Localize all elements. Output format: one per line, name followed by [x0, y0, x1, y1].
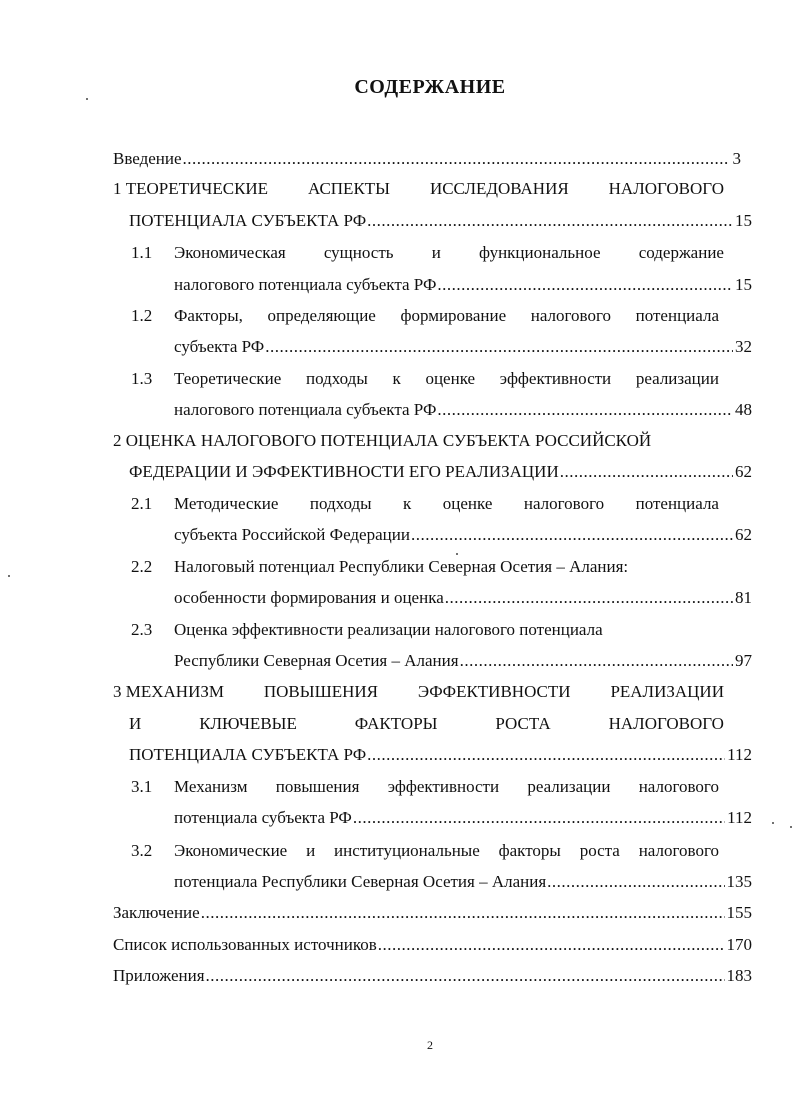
toc-entry-title: Приложения	[113, 966, 205, 985]
toc-section-2-1-line2	[174, 522, 752, 548]
toc-page-number: 81	[735, 588, 752, 607]
toc-word: налогового	[638, 841, 719, 860]
toc-section-1-1-line1	[174, 240, 724, 266]
toc-section-number: 1.1	[131, 243, 153, 262]
toc-word: Факторы,	[174, 306, 243, 325]
scan-speck	[86, 98, 88, 100]
toc-entry-title: Введение	[113, 149, 182, 168]
toc-word: Теоретические	[174, 369, 282, 388]
page-title: СОДЕРЖАНИЕ	[354, 76, 506, 98]
toc-entry-sources	[113, 932, 752, 958]
toc-word: повышения	[275, 777, 360, 796]
toc-word: подходы	[306, 369, 368, 388]
toc-page-number: 48	[735, 400, 752, 419]
toc-section-2-1-line1	[174, 491, 719, 517]
toc-section-number: 1.2	[131, 306, 153, 325]
toc-word: к	[403, 494, 412, 513]
toc-section-1-3-line1	[174, 366, 719, 392]
toc-word: сущность	[323, 243, 394, 262]
toc-entry-title: субъекта Российской Федерации	[174, 525, 410, 544]
toc-entry-title: налогового потенциала субъекта РФ	[174, 275, 437, 294]
dot-leader	[378, 932, 725, 958]
toc-chapter-2-line1: 2 ОЦЕНКА НАЛОГОВОГО ПОТЕНЦИАЛА СУБЪЕКТА РОССИЙСКОЙ	[113, 431, 652, 450]
toc-word: оценке	[442, 494, 493, 513]
toc-entry-title: потенциала субъекта РФ	[174, 808, 352, 827]
toc-word: потенциала	[635, 494, 719, 513]
toc-page-number: 62	[735, 462, 752, 481]
toc-section-number: 2.2	[131, 557, 153, 576]
toc-page-number: 155	[726, 903, 752, 922]
toc-section-3-2-line1	[174, 838, 719, 864]
page-number: 2	[427, 1038, 433, 1052]
toc-page-number: 15	[735, 211, 752, 230]
toc-page-number: 3	[732, 149, 741, 168]
toc-section-2-3-line1: Оценка эффективности реализации налогового потенциала	[174, 620, 603, 639]
toc-word: ПОВЫШЕНИЯ	[263, 682, 379, 701]
dot-leader	[445, 585, 733, 611]
toc-page-number: 62	[735, 525, 752, 544]
toc-word: РЕАЛИЗАЦИИ	[610, 682, 724, 701]
toc-word: АСПЕКТЫ	[308, 179, 390, 198]
dot-leader	[367, 208, 733, 234]
toc-word: ИССЛЕДОВАНИЯ	[429, 179, 569, 198]
toc-word: реализации	[635, 369, 719, 388]
toc-section-3-1-line1	[174, 774, 719, 800]
toc-entry-title: ПОТЕНЦИАЛА СУБЪЕКТА РФ	[129, 745, 367, 764]
toc-section-number: 2.3	[131, 620, 153, 639]
toc-chapter-1-line2	[129, 208, 752, 234]
toc-section-2-2-line1: Налоговый потенциал Республики Северная Осетия – Алания:	[174, 557, 629, 576]
toc-word: И	[129, 714, 142, 733]
toc-section-number: 1.3	[131, 369, 153, 388]
toc-word: содержание	[638, 243, 724, 262]
toc-entry-title: потенциала Республики Северная Осетия – Алания	[174, 872, 547, 891]
toc-section-2-3-line2	[174, 648, 752, 674]
toc-word: реализации	[527, 777, 611, 796]
toc-chapter-2-line2	[129, 459, 752, 485]
toc-word: институциональные	[334, 841, 480, 860]
toc-section-1-2-line2	[174, 334, 752, 360]
toc-word: ФАКТОРЫ	[354, 714, 438, 733]
toc-section-number: 3.1	[131, 777, 153, 796]
scan-speck	[772, 822, 774, 824]
toc-word: подходы	[309, 494, 372, 513]
dot-leader	[437, 397, 733, 423]
toc-entry-title: Республики Северная Осетия – Алания	[174, 651, 459, 670]
toc-entry-appendix	[113, 963, 752, 989]
toc-word: оценке	[425, 369, 476, 388]
toc-word: 3 МЕХАНИЗМ	[113, 682, 224, 701]
toc-word: и	[431, 243, 441, 262]
toc-page-number: 32	[735, 337, 752, 356]
scan-speck	[456, 553, 458, 555]
toc-word: роста	[579, 841, 620, 860]
dot-leader	[560, 459, 733, 485]
toc-page-number: 97	[735, 651, 752, 670]
toc-page-number: 183	[726, 966, 752, 985]
toc-entry-title: ФЕДЕРАЦИИ И ЭФФЕКТИВНОСТИ ЕГО РЕАЛИЗАЦИИ	[129, 462, 559, 481]
toc-section-1-2-line1	[174, 303, 719, 329]
dot-leader	[367, 742, 725, 768]
dot-leader	[437, 272, 733, 298]
toc-word: к	[392, 369, 401, 388]
toc-entry-title: особенности формирования и оценка	[174, 588, 444, 607]
toc-entry-title: субъекта РФ	[174, 337, 265, 356]
toc-section-1-1-line2	[174, 272, 752, 298]
toc-entry-title: Заключение	[113, 903, 200, 922]
toc-chapter-1-line1	[113, 176, 724, 202]
dot-leader	[265, 334, 733, 360]
toc-entry-title: ПОТЕНЦИАЛА СУБЪЕКТА РФ	[129, 211, 367, 230]
dot-leader	[183, 146, 729, 172]
toc-word: факторы	[498, 841, 561, 860]
scan-speck	[8, 575, 10, 577]
toc-section-3-1-line2	[174, 805, 752, 831]
toc-word: Экономические	[174, 841, 288, 860]
dot-leader	[411, 522, 733, 548]
toc-section-1-3-line2	[174, 397, 752, 423]
toc-word: КЛЮЧЕВЫЕ	[199, 714, 297, 733]
toc-word: эффективности	[499, 369, 612, 388]
toc-word: и	[306, 841, 316, 860]
toc-section-number: 3.2	[131, 841, 153, 860]
dot-leader	[547, 869, 724, 895]
scan-speck	[790, 826, 792, 828]
toc-page-number: 15	[735, 275, 752, 294]
toc-section-number: 2.1	[131, 494, 153, 513]
dot-leader	[353, 805, 725, 831]
toc-word: ЭФФЕКТИВНОСТИ	[417, 682, 571, 701]
toc-section-3-2-line2	[174, 869, 752, 895]
toc-page-number: 112	[727, 745, 752, 764]
toc-word: Экономическая	[174, 243, 286, 262]
toc-word: 1 ТЕОРЕТИЧЕСКИЕ	[113, 179, 269, 198]
toc-chapter-3-line2	[129, 711, 724, 737]
toc-chapter-3-line1	[113, 679, 724, 705]
toc-word: функциональное	[478, 243, 601, 262]
toc-entry-title: Список использованных источников	[113, 935, 377, 954]
toc-word: налогового	[530, 306, 612, 325]
toc-entry-title: налогового потенциала субъекта РФ	[174, 400, 437, 419]
toc-word: налогового	[523, 494, 605, 513]
toc-word: потенциала	[635, 306, 719, 325]
toc-page-number: 135	[726, 872, 752, 891]
toc-word: РОСТА	[495, 714, 551, 733]
toc-entry-conclusion	[113, 900, 752, 926]
toc-page-number: 112	[727, 808, 752, 827]
toc-section-2-2-line2	[174, 585, 752, 611]
toc-word: Методические	[174, 494, 279, 513]
toc-word: формирование	[400, 306, 507, 325]
toc-word: Механизм	[174, 777, 248, 796]
toc-word: НАЛОГОВОГО	[608, 179, 724, 198]
toc-chapter-3-line3	[129, 742, 752, 768]
dot-leader	[201, 900, 725, 926]
toc-word: налогового	[638, 777, 719, 796]
toc-word: НАЛОГОВОГО	[608, 714, 724, 733]
dot-leader	[206, 963, 725, 989]
toc-page-number: 170	[726, 935, 752, 954]
dot-leader	[460, 648, 733, 674]
toc-entry-intro	[113, 146, 741, 172]
toc-word: эффективности	[387, 777, 500, 796]
toc-word: определяющие	[267, 306, 376, 325]
